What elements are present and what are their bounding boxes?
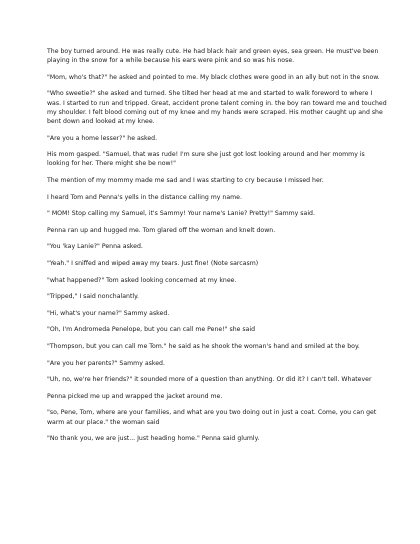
paragraph-14: "Hi, what's your name?" Sammy asked. (47, 309, 170, 317)
paragraph-8: " MOM! Stop calling my Samuel, it's Sammy! Your name's Lanie? Pretty!" Sammy said. (47, 210, 315, 218)
paragraph-9: Penna ran up and hugged me. Tom glared off the woman and knelt down. (47, 226, 276, 234)
paragraph-20: "so, Pene, Tom, where are your families, and what are you two doing out in just a coat. Come, you can get warm at our place." the woman said (47, 409, 377, 426)
paragraph-19: Penna picked me up and wrapped the jacket around me. (47, 392, 223, 400)
paragraph-2: "Mom, who's that?" he asked and pointed to me. My black clothes were good in an ally but not in the snow. (47, 73, 380, 81)
paragraph-17: "Are you her parents?" Sammy asked. (47, 359, 165, 367)
paragraph-12: "what happened?" Tom asked looking concerned at my knee. (47, 276, 237, 284)
paragraph-21: "No thank you, we are just... Just heading home." Penna said glumly. (47, 435, 260, 443)
paragraph-3: "Who sweetie?" she asked and turned. She tilted her head at me and started to walk foreword to where I was. I started to run and tripped. Great, accident prone talent coming in. the boy ran toward me and touched my shoulder. I felt blood coming out of my knee and my hands were scraped. His mother caught up and she bent down and looked at my knee. (47, 90, 387, 125)
paragraph-1: The boy turned around. He was really cute. He had black hair and green eyes, sea green. He must've been playing in the snow for a while because his ears were pink and so was his nose. (47, 48, 379, 65)
paragraph-15: "Oh, I'm Andromeda Penelope, but you can call me Pene!" she said (47, 326, 256, 334)
paragraph-11: "Yeah." I sniffed and wiped away my tears. Just fine! (Note sarcasm) (47, 259, 259, 267)
paragraph-10: "You 'kay Lanie?" Penna asked. (47, 243, 143, 251)
paragraph-4: "Are you a home lesser?" he asked. (47, 134, 158, 142)
paragraph-13: "Tripped," I said nonchalantly. (47, 293, 139, 301)
document-page (47, 47, 387, 451)
paragraph-7: I heard Tom and Penna's yells in the distance calling my name. (47, 193, 242, 201)
paragraph-16: "Thompson, but you can call me Tom." he said as he shook the woman's hand and smiled at the boy. (47, 342, 360, 350)
paragraph-5: His mom gasped. "Samuel, that was rude! I'm sure she just got lost looking around and her mommy is looking for her. There might she be now!" (47, 151, 365, 168)
paragraph-6: The mention of my mommy made me sad and I was starting to cry because I missed her. (47, 176, 324, 184)
paragraph-18: "Uh, no, we're her friends?" it sounded more of a question than anything. Or did it? I can't tell. Whatever (47, 376, 372, 384)
